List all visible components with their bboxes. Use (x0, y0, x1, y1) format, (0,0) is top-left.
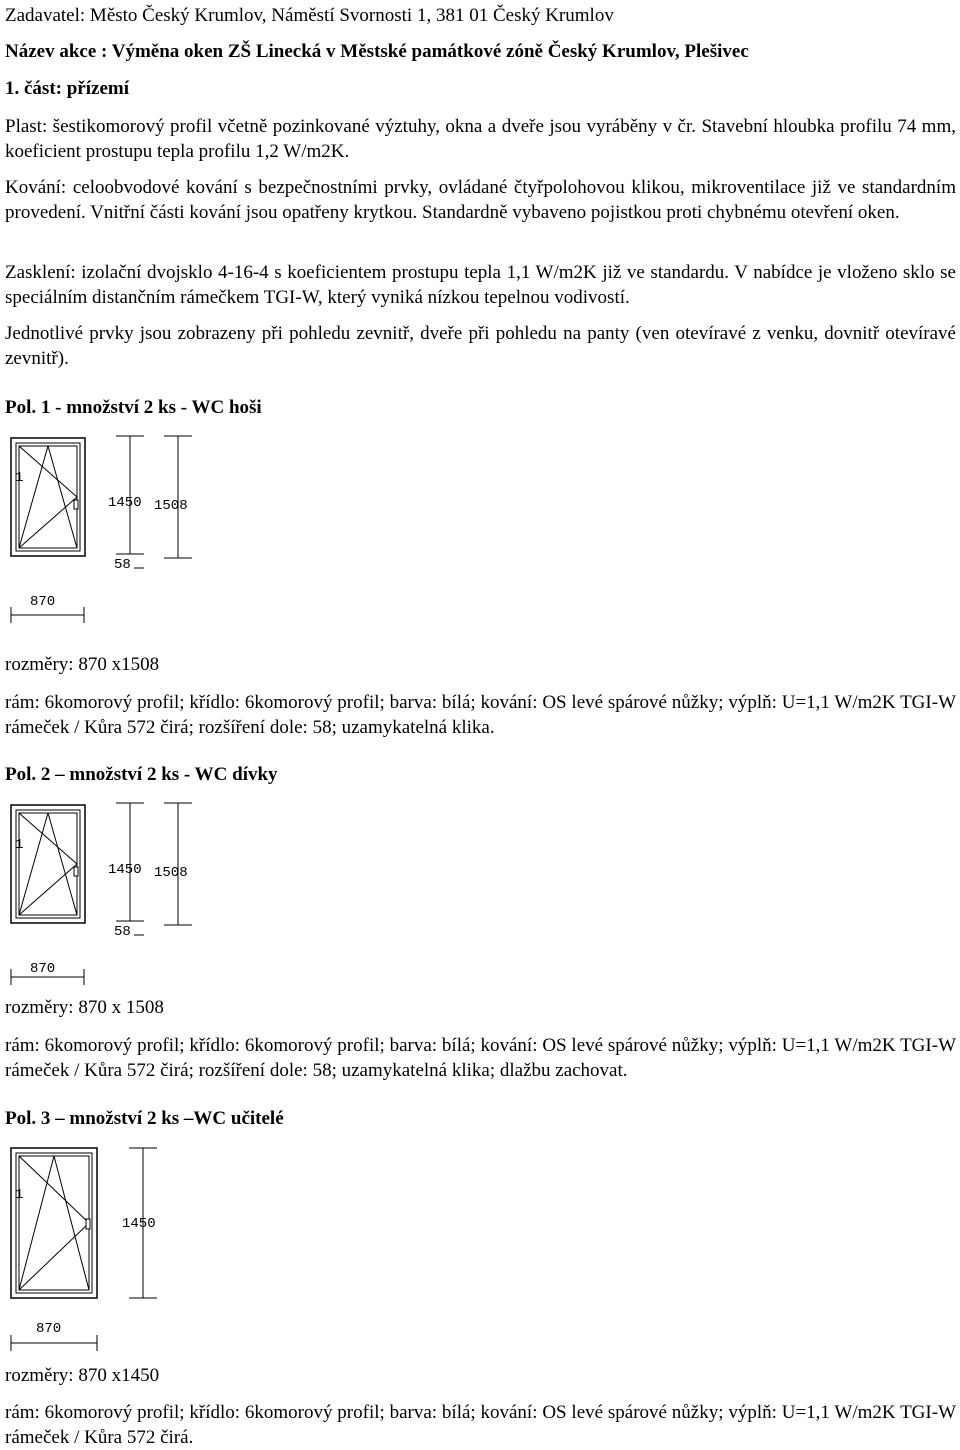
item-2-rozmery: rozměry: 870 x 1508 (5, 997, 164, 1018)
item-2-heading: Pol. 2 – množství 2 ks - WC dívky (5, 764, 278, 785)
zadavatel-line: Zadavatel: Město Český Krumlov, Náměstí Svornosti 1, 381 01 Český Krumlov (5, 5, 614, 26)
item-1-rozmery: rozměry: 870 x1508 (5, 654, 160, 675)
item-3-window-drawing (0, 1140, 200, 1350)
item-1-width-dim: 870 (30, 594, 56, 610)
item-1-ext-dim: 58 (114, 557, 131, 573)
item-2-spec: rám: 6komorový profil; křídlo: 6komorový profil; barva: bílá; kování: OS levé spárové nůžky; výplň: U=1,1 W/m2K TGI-W rámeček / Kůra 572 čirá; rozšíření dole: 58; uzamykatelná klika; dlažbu zachovat. (5, 1035, 956, 1081)
item-3-width-dim: 870 (36, 1321, 62, 1337)
prvky-paragraph: Jednotlivé prvky jsou zobrazeny při pohledu zevnitř, dveře při pohledu na panty (ven otevíravé z venku, dovnitř otevíravé zevnitř). (5, 323, 956, 369)
item-1-height-dim: 1450 (108, 495, 142, 511)
item-3-spec: rám: 6komorový profil; křídlo: 6komorový profil; barva: bílá; kování: OS levé spárové nůžky; výplň: U=1,1 W/m2K TGI-W rámeček / Kůra 572 čirá. (5, 1402, 956, 1448)
item-1-spec: rám: 6komorový profil; křídlo: 6komorový profil; barva: bílá; kování: OS levé spárové nůžky; výplň: U=1,1 W/m2K TGI-W rámeček / Kůra 572 čirá; rozšíření dole: 58; uzamykatelná klika. (5, 692, 956, 738)
item-2-height-dim: 1450 (108, 862, 142, 878)
part-title: 1. část: přízemí (5, 78, 129, 99)
project-title: Název akce : Výměna oken ZŠ Linecká v Městské památkové zóně Český Krumlov, Plešivec (5, 41, 749, 62)
item-1-sash-label: 1 (15, 470, 24, 486)
item-3-rozmery: rozměry: 870 x1450 (5, 1365, 160, 1386)
item-2-width-dim: 870 (30, 961, 56, 977)
item-2-ext-dim: 58 (114, 924, 131, 940)
item-3-height-dim: 1450 (122, 1216, 156, 1232)
item-1-heading: Pol. 1 - množství 2 ks - WC hoši (5, 397, 262, 418)
item-2-total-dim: 1508 (154, 865, 188, 881)
item-2-sash-label: 1 (15, 837, 24, 853)
item-3-heading: Pol. 3 – množství 2 ks –WC učitelé (5, 1108, 284, 1129)
zaskleni-paragraph: Zasklení: izolační dvojsklo 4-16-4 s koeficientem prostupu tepla 1,1 W/m2K již ve standardu. V nabídce je vloženo sklo se speciálním distančním rámečkem TGI-W, který vyniká nízkou tepelnou vodivostí. (5, 262, 956, 308)
kovani-paragraph: Kování: celoobvodové kování s bezpečnostními prvky, ovládané čtyřpolohovou klikou, mikroventilace již ve standardním provedení. Vnitřní části kování jsou opatřeny krytkou. Standardně vybaveno pojistkou proti chybnému otevření oken. (5, 177, 956, 223)
item-1-total-dim: 1508 (154, 498, 188, 514)
item-3-sash-label: 1 (15, 1187, 24, 1203)
plast-paragraph: Plast: šestikomorový profil včetně pozinkované výztuhy, okna a dveře jsou vyráběny v čr. Stavební hloubka profilu 74 mm, koeficient prostupu tepla profilu 1,2 W/m2K. (5, 116, 956, 162)
